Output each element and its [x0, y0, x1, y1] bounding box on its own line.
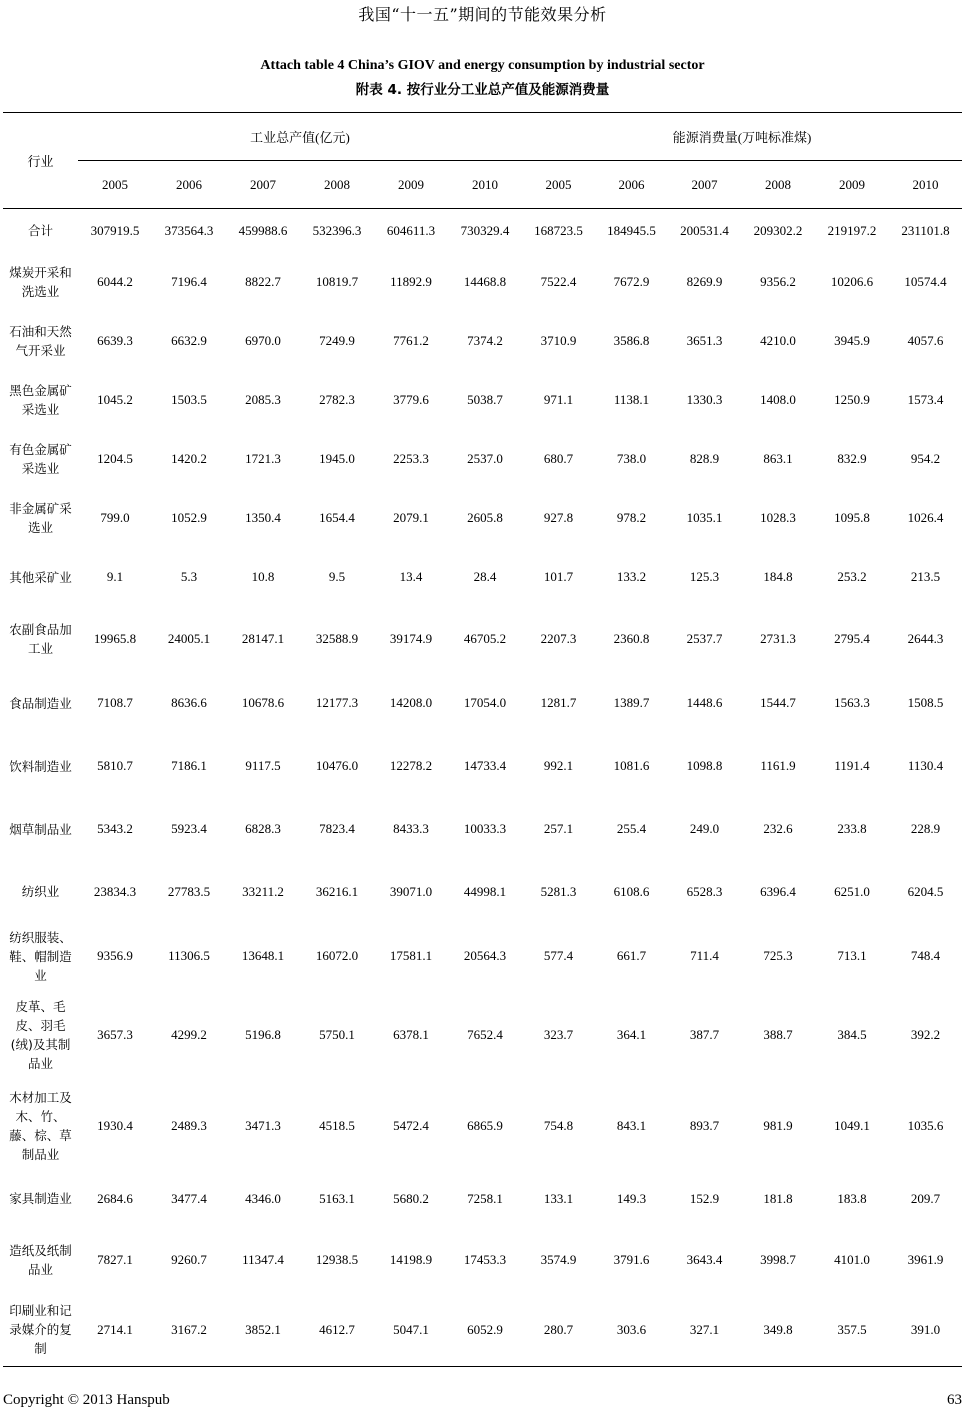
giov-value-cell: 1654.4 — [319, 510, 355, 525]
year-header: 2005 — [522, 161, 595, 209]
giov-value-cell: 16072.0 — [315, 948, 359, 963]
energy-value-cell: 257.1 — [543, 821, 574, 836]
sector-name-cell: 造纸及纸制品业 — [9, 1243, 72, 1277]
energy-value-cell: 303.6 — [616, 1321, 647, 1337]
energy-value-cell: 725.3 — [763, 948, 793, 963]
giov-value-cell: 4299.2 — [171, 1027, 207, 1042]
energy-value-cell: 1028.3 — [760, 510, 796, 525]
sector-name-cell: 石油和天然气开采业 — [9, 324, 72, 358]
giov-value-cell: 7186.1 — [171, 758, 207, 773]
giov-value-cell: 12938.5 — [315, 1252, 359, 1267]
giov-value-cell: 7652.4 — [467, 1027, 503, 1042]
giov-value-cell: 532396.3 — [312, 222, 362, 238]
table-title-english: Attach table 4 China’s GIOV and energy consumption by industrial sector — [260, 58, 705, 73]
giov-value-cell: 6378.1 — [393, 1027, 429, 1042]
energy-value-cell: 2644.3 — [907, 631, 944, 646]
energy-value-cell: 184.8 — [763, 569, 793, 584]
table-row — [3, 861, 962, 923]
energy-value-cell: 954.2 — [910, 451, 941, 466]
energy-value-cell: 1161.9 — [760, 758, 796, 773]
table-row — [3, 489, 962, 548]
giov-value-cell: 17054.0 — [463, 695, 507, 710]
energy-value-cell: 10206.6 — [830, 274, 874, 289]
energy-value-cell: 981.9 — [763, 1117, 793, 1133]
giov-value-cell: 36216.1 — [315, 883, 359, 899]
giov-value-cell: 17581.1 — [389, 948, 433, 963]
giov-value-cell: 7108.7 — [97, 695, 133, 710]
sector-name-cell: 木材加工及木、竹、藤、棕、草制品业 — [9, 1089, 72, 1162]
giov-value-cell: 11347.4 — [242, 1252, 284, 1267]
giov-value-cell: 2253.3 — [393, 451, 429, 466]
sector-name-cell: 黑色金属矿采选业 — [9, 383, 72, 417]
giov-value-cell: 5680.2 — [393, 1190, 429, 1206]
energy-value-cell: 893.7 — [689, 1117, 720, 1133]
giov-value-cell: 10678.6 — [241, 695, 285, 710]
energy-value-cell: 10574.4 — [904, 274, 947, 289]
giov-value-cell: 2714.1 — [97, 1321, 133, 1337]
giov-value-cell: 46705.2 — [463, 631, 507, 646]
energy-value-cell: 323.7 — [543, 1027, 574, 1042]
table-row — [3, 430, 962, 489]
energy-value-cell: 680.7 — [543, 451, 574, 466]
energy-value-cell: 181.8 — [763, 1190, 793, 1206]
giov-value-cell: 1503.5 — [171, 392, 207, 407]
energy-value-cell: 5281.3 — [540, 883, 577, 899]
giov-value-cell: 8636.6 — [171, 695, 207, 710]
sector-name-cell: 烟草制品业 — [9, 821, 72, 837]
giov-value-cell: 7823.4 — [319, 821, 355, 836]
giov-value-cell: 7374.2 — [467, 333, 503, 348]
giov-value-cell: 1350.4 — [245, 510, 281, 525]
giov-value-cell: 9260.7 — [171, 1252, 207, 1267]
giov-value-cell: 5343.2 — [97, 821, 133, 836]
giov-value-cell: 5810.7 — [97, 758, 133, 773]
energy-value-cell: 3710.9 — [540, 333, 577, 348]
giov-value-cell: 28.4 — [473, 569, 497, 584]
energy-value-cell: 828.9 — [689, 451, 720, 466]
giov-value-cell: 32588.9 — [315, 631, 359, 646]
energy-value-cell: 1250.9 — [834, 392, 870, 407]
energy-value-cell: 1508.5 — [907, 695, 944, 710]
sector-name-cell: 有色金属矿采选业 — [9, 442, 72, 476]
table-row — [3, 798, 962, 861]
energy-value-cell: 387.7 — [689, 1027, 720, 1042]
energy-value-cell: 2731.3 — [760, 631, 796, 646]
giov-value-cell: 7827.1 — [97, 1252, 133, 1267]
table-row — [3, 990, 962, 1081]
energy-value-cell: 1130.4 — [907, 758, 944, 773]
energy-value-cell: 661.7 — [616, 948, 647, 963]
energy-value-cell: 213.5 — [910, 569, 941, 584]
table-row — [3, 735, 962, 798]
giov-value-cell: 19965.8 — [93, 631, 137, 646]
giov-value-cell: 6828.3 — [245, 821, 281, 836]
giov-value-cell: 44998.1 — [463, 883, 507, 899]
giov-value-cell: 5047.1 — [393, 1321, 429, 1337]
giov-value-cell: 2782.3 — [319, 392, 355, 407]
year-header: 2005 — [78, 161, 152, 209]
energy-value-cell: 364.1 — [616, 1027, 647, 1042]
energy-value-cell: 1026.4 — [907, 510, 944, 525]
energy-value-cell: 125.3 — [689, 569, 720, 584]
giov-value-cell: 10.8 — [251, 569, 275, 584]
giov-value-cell: 3477.4 — [171, 1190, 207, 1206]
year-header: 2009 — [815, 161, 889, 209]
giov-value-cell: 459988.6 — [238, 222, 288, 238]
giov-value-cell: 2079.1 — [393, 510, 429, 525]
energy-value-cell: 6528.3 — [686, 883, 723, 899]
energy-value-cell: 6204.5 — [907, 883, 944, 899]
sector-column-header: 行业 — [3, 113, 78, 209]
giov-value-cell: 5196.8 — [245, 1027, 281, 1042]
year-header: 2008 — [741, 161, 815, 209]
energy-value-cell: 1330.3 — [686, 392, 723, 407]
giov-value-cell: 14198.9 — [389, 1252, 433, 1267]
energy-value-cell: 1448.6 — [686, 695, 723, 710]
table-row — [3, 253, 962, 312]
giov-value-cell: 3167.2 — [171, 1321, 207, 1337]
energy-value-cell: 978.2 — [616, 510, 647, 525]
table-row — [3, 923, 962, 990]
giov-value-cell: 1945.0 — [319, 451, 355, 466]
energy-value-cell: 7522.4 — [540, 274, 577, 289]
giov-value-cell: 1930.4 — [97, 1117, 133, 1133]
energy-value-cell: 2207.3 — [540, 631, 577, 646]
running-title: 我国“十一五”期间的节能效果分析 — [358, 5, 607, 24]
giov-value-cell: 39071.0 — [389, 883, 433, 899]
energy-value-cell: 577.4 — [543, 948, 574, 963]
giov-value-cell: 11892.9 — [390, 274, 432, 289]
giov-value-cell: 13648.1 — [241, 948, 285, 963]
giov-value-cell: 7761.2 — [393, 333, 429, 348]
giov-value-cell: 14208.0 — [389, 695, 433, 710]
giov-value-cell: 4346.0 — [245, 1190, 281, 1206]
energy-value-cell: 711.4 — [690, 948, 719, 963]
giov-value-cell: 14733.4 — [463, 758, 507, 773]
giov-value-cell: 39174.9 — [389, 631, 433, 646]
energy-value-cell: 4101.0 — [834, 1252, 870, 1267]
year-header: 2007 — [668, 161, 741, 209]
energy-value-cell: 843.1 — [616, 1117, 647, 1133]
energy-value-cell: 3586.8 — [613, 333, 650, 348]
giov-value-cell: 4612.7 — [319, 1321, 355, 1337]
sector-name-cell: 印刷业和记录媒介的复制 — [9, 1303, 72, 1357]
year-header: 2008 — [300, 161, 374, 209]
giov-value-cell: 373564.3 — [164, 222, 214, 238]
giov-value-cell: 1052.9 — [171, 510, 207, 525]
sector-name-cell: 农副食品加工业 — [9, 622, 72, 656]
giov-value-cell: 12177.3 — [315, 695, 359, 710]
energy-value-cell: 3791.6 — [613, 1252, 650, 1267]
giov-value-cell: 14468.8 — [463, 274, 507, 289]
giov-value-cell: 13.4 — [399, 569, 423, 584]
energy-value-cell: 101.7 — [543, 569, 574, 584]
sector-name-cell: 纺织业 — [21, 884, 60, 899]
year-header: 2006 — [152, 161, 226, 209]
year-header: 2009 — [374, 161, 448, 209]
sector-name-cell: 非金属矿采选业 — [9, 501, 72, 535]
giov-value-cell: 10819.7 — [315, 274, 359, 289]
energy-value-cell: 133.2 — [616, 569, 647, 584]
energy-value-cell: 133.1 — [543, 1190, 574, 1206]
energy-value-cell: 233.8 — [837, 821, 867, 836]
giov-value-cell: 27783.5 — [167, 883, 211, 899]
giov-value-cell: 307919.5 — [90, 222, 140, 238]
giov-value-cell: 1420.2 — [171, 451, 207, 466]
table-row — [3, 209, 962, 253]
table-row — [3, 1081, 962, 1171]
energy-value-cell: 392.2 — [910, 1027, 941, 1042]
energy-value-cell: 1389.7 — [613, 695, 650, 710]
giov-value-cell: 3852.1 — [245, 1321, 281, 1337]
giov-group-header: 工业总产值(亿元) — [78, 113, 522, 161]
energy-value-cell: 748.4 — [910, 948, 941, 963]
energy-value-cell: 280.7 — [543, 1321, 574, 1337]
giov-value-cell: 2684.6 — [97, 1190, 133, 1206]
energy-value-cell: 3651.3 — [686, 333, 723, 348]
energy-value-cell: 184945.5 — [607, 222, 656, 238]
giov-value-cell: 23834.3 — [93, 883, 137, 899]
energy-value-cell: 149.3 — [616, 1190, 647, 1206]
giov-value-cell: 20564.3 — [463, 948, 507, 963]
energy-value-cell: 1049.1 — [834, 1117, 870, 1133]
sector-name-cell: 食品制造业 — [9, 695, 72, 711]
giov-value-cell: 28147.1 — [241, 631, 285, 646]
energy-value-cell: 4057.6 — [907, 333, 944, 348]
giov-value-cell: 3471.3 — [245, 1117, 281, 1133]
giov-value-cell: 8433.3 — [393, 821, 429, 836]
giov-value-cell: 3657.3 — [97, 1027, 133, 1042]
table-row — [3, 1294, 962, 1367]
energy-value-cell: 6251.0 — [834, 883, 870, 899]
giov-value-cell: 1204.5 — [97, 451, 133, 466]
energy-value-cell: 327.1 — [689, 1321, 720, 1337]
data-table-container — [3, 112, 962, 1367]
table-body — [3, 209, 962, 1367]
energy-value-cell: 357.5 — [837, 1321, 867, 1337]
energy-value-cell: 1563.3 — [834, 695, 870, 710]
energy-value-cell: 863.1 — [763, 451, 793, 466]
energy-value-cell: 209302.2 — [753, 222, 803, 238]
page-number: 63 — [947, 1392, 962, 1408]
energy-value-cell: 2795.4 — [834, 631, 870, 646]
giov-value-cell: 4518.5 — [319, 1117, 355, 1133]
energy-value-cell: 253.2 — [837, 569, 867, 584]
energy-value-cell: 713.1 — [837, 948, 867, 963]
giov-value-cell: 2537.0 — [467, 451, 503, 466]
table-row — [3, 371, 962, 430]
energy-value-cell: 8269.9 — [686, 274, 723, 289]
giov-value-cell: 12278.2 — [389, 758, 433, 773]
giov-value-cell: 730329.4 — [460, 222, 510, 238]
giov-value-cell: 9.1 — [106, 569, 124, 584]
giov-value-cell: 24005.1 — [167, 631, 211, 646]
giov-value-cell: 8822.7 — [245, 274, 281, 289]
energy-value-cell: 228.9 — [910, 821, 941, 836]
copyright-notice: Copyright © 2013 Hanspub — [3, 1392, 170, 1408]
energy-value-cell: 4210.0 — [760, 333, 796, 348]
energy-value-cell: 1035.6 — [907, 1117, 944, 1133]
giov-value-cell: 10033.3 — [463, 821, 507, 836]
table-row — [3, 312, 962, 371]
giov-value-cell: 5163.1 — [319, 1190, 355, 1206]
giov-value-cell: 5.3 — [180, 569, 198, 584]
energy-value-cell: 1035.1 — [686, 510, 723, 525]
energy-value-cell: 349.8 — [763, 1321, 793, 1337]
energy-value-cell: 3643.4 — [686, 1252, 723, 1267]
energy-value-cell: 391.0 — [910, 1321, 941, 1337]
data-table — [3, 112, 962, 1367]
giov-value-cell: 33211.2 — [242, 883, 284, 899]
energy-value-cell: 200531.4 — [680, 222, 729, 238]
giov-value-cell: 6865.9 — [467, 1117, 503, 1133]
energy-value-cell: 754.8 — [543, 1117, 574, 1133]
energy-value-cell: 738.0 — [616, 451, 647, 466]
sector-name-cell: 家具制造业 — [9, 1191, 72, 1206]
giov-value-cell: 9356.9 — [97, 948, 133, 963]
year-header: 2007 — [226, 161, 300, 209]
giov-value-cell: 3779.6 — [393, 392, 429, 407]
giov-value-cell: 2489.3 — [171, 1117, 207, 1133]
giov-value-cell: 799.0 — [100, 510, 130, 525]
energy-value-cell: 2360.8 — [613, 631, 650, 646]
table-row — [3, 1171, 962, 1227]
year-header: 2010 — [448, 161, 522, 209]
energy-group-header: 能源消费量(万吨标准煤) — [522, 113, 962, 161]
energy-value-cell: 832.9 — [837, 451, 867, 466]
sector-name-cell: 皮革、毛皮、羽毛(绒)及其制品业 — [10, 999, 71, 1071]
energy-value-cell: 1573.4 — [907, 392, 944, 407]
energy-value-cell: 971.1 — [543, 392, 574, 407]
giov-value-cell: 5038.7 — [467, 392, 503, 407]
giov-value-cell: 9117.5 — [245, 758, 281, 773]
energy-value-cell: 992.1 — [543, 758, 574, 773]
year-header: 2006 — [595, 161, 668, 209]
giov-value-cell: 1045.2 — [97, 392, 133, 407]
energy-value-cell: 152.9 — [689, 1190, 720, 1206]
energy-value-cell: 384.5 — [837, 1027, 867, 1042]
giov-value-cell: 7196.4 — [171, 274, 207, 289]
table-row — [3, 1227, 962, 1294]
giov-value-cell: 1721.3 — [245, 451, 281, 466]
giov-value-cell: 6632.9 — [171, 333, 207, 348]
giov-value-cell: 7258.1 — [467, 1190, 503, 1206]
energy-value-cell: 1408.0 — [760, 392, 796, 407]
table-title-chinese: 附表 4. 按行业分工业总产值及能源消费量 — [355, 82, 610, 98]
year-header: 2010 — [889, 161, 962, 209]
giov-value-cell: 5750.1 — [319, 1027, 355, 1042]
energy-value-cell: 6396.4 — [760, 883, 796, 899]
energy-value-cell: 9356.2 — [760, 274, 796, 289]
energy-value-cell: 255.4 — [616, 821, 647, 836]
giov-value-cell: 7249.9 — [319, 333, 355, 348]
energy-value-cell: 388.7 — [763, 1027, 793, 1042]
giov-value-cell: 6052.9 — [467, 1321, 503, 1337]
energy-value-cell: 927.8 — [543, 510, 574, 525]
energy-value-cell: 3961.9 — [907, 1252, 944, 1267]
sector-name-cell: 纺织服装、鞋、帽制造业 — [9, 929, 72, 983]
energy-value-cell: 168723.5 — [534, 222, 583, 238]
energy-value-cell: 1281.7 — [540, 695, 577, 710]
energy-value-cell: 1081.6 — [613, 758, 650, 773]
energy-value-cell: 6108.6 — [613, 883, 650, 899]
giov-value-cell: 6970.0 — [245, 333, 281, 348]
energy-value-cell: 249.0 — [689, 821, 720, 836]
table-row — [3, 607, 962, 672]
giov-value-cell: 17453.3 — [463, 1252, 507, 1267]
energy-value-cell: 3945.9 — [834, 333, 870, 348]
energy-value-cell: 2537.7 — [686, 631, 723, 646]
giov-value-cell: 9.5 — [328, 569, 346, 584]
table-row — [3, 672, 962, 735]
energy-value-cell: 219197.2 — [827, 222, 877, 238]
table-row — [3, 548, 962, 607]
sector-name-cell: 煤炭开采和洗选业 — [9, 265, 72, 299]
sector-name-cell: 其他采矿业 — [9, 569, 72, 585]
energy-value-cell: 1098.8 — [686, 758, 723, 773]
giov-value-cell: 6044.2 — [97, 274, 133, 289]
giov-value-cell: 5923.4 — [171, 821, 207, 836]
year-header-row — [3, 161, 962, 209]
sector-name-cell: 饮料制造业 — [9, 758, 72, 774]
giov-value-cell: 604611.3 — [386, 222, 436, 238]
energy-value-cell: 232.6 — [763, 821, 793, 836]
energy-value-cell: 209.7 — [910, 1190, 941, 1206]
energy-value-cell: 1191.4 — [834, 758, 870, 773]
energy-value-cell: 7672.9 — [613, 274, 650, 289]
giov-value-cell: 10476.0 — [315, 758, 359, 773]
sector-name-cell: 合计 — [27, 223, 53, 239]
energy-value-cell: 1138.1 — [613, 392, 650, 407]
giov-value-cell: 5472.4 — [393, 1117, 429, 1133]
giov-value-cell: 2605.8 — [467, 510, 503, 525]
energy-value-cell: 231101.8 — [901, 222, 950, 238]
giov-value-cell: 2085.3 — [245, 392, 281, 407]
giov-value-cell: 11306.5 — [168, 948, 210, 963]
energy-value-cell: 1095.8 — [834, 510, 870, 525]
energy-value-cell: 3998.7 — [760, 1252, 796, 1267]
energy-value-cell: 3574.9 — [540, 1252, 577, 1267]
energy-value-cell: 183.8 — [837, 1190, 867, 1206]
energy-value-cell: 1544.7 — [760, 695, 796, 710]
giov-value-cell: 6639.3 — [97, 333, 133, 348]
